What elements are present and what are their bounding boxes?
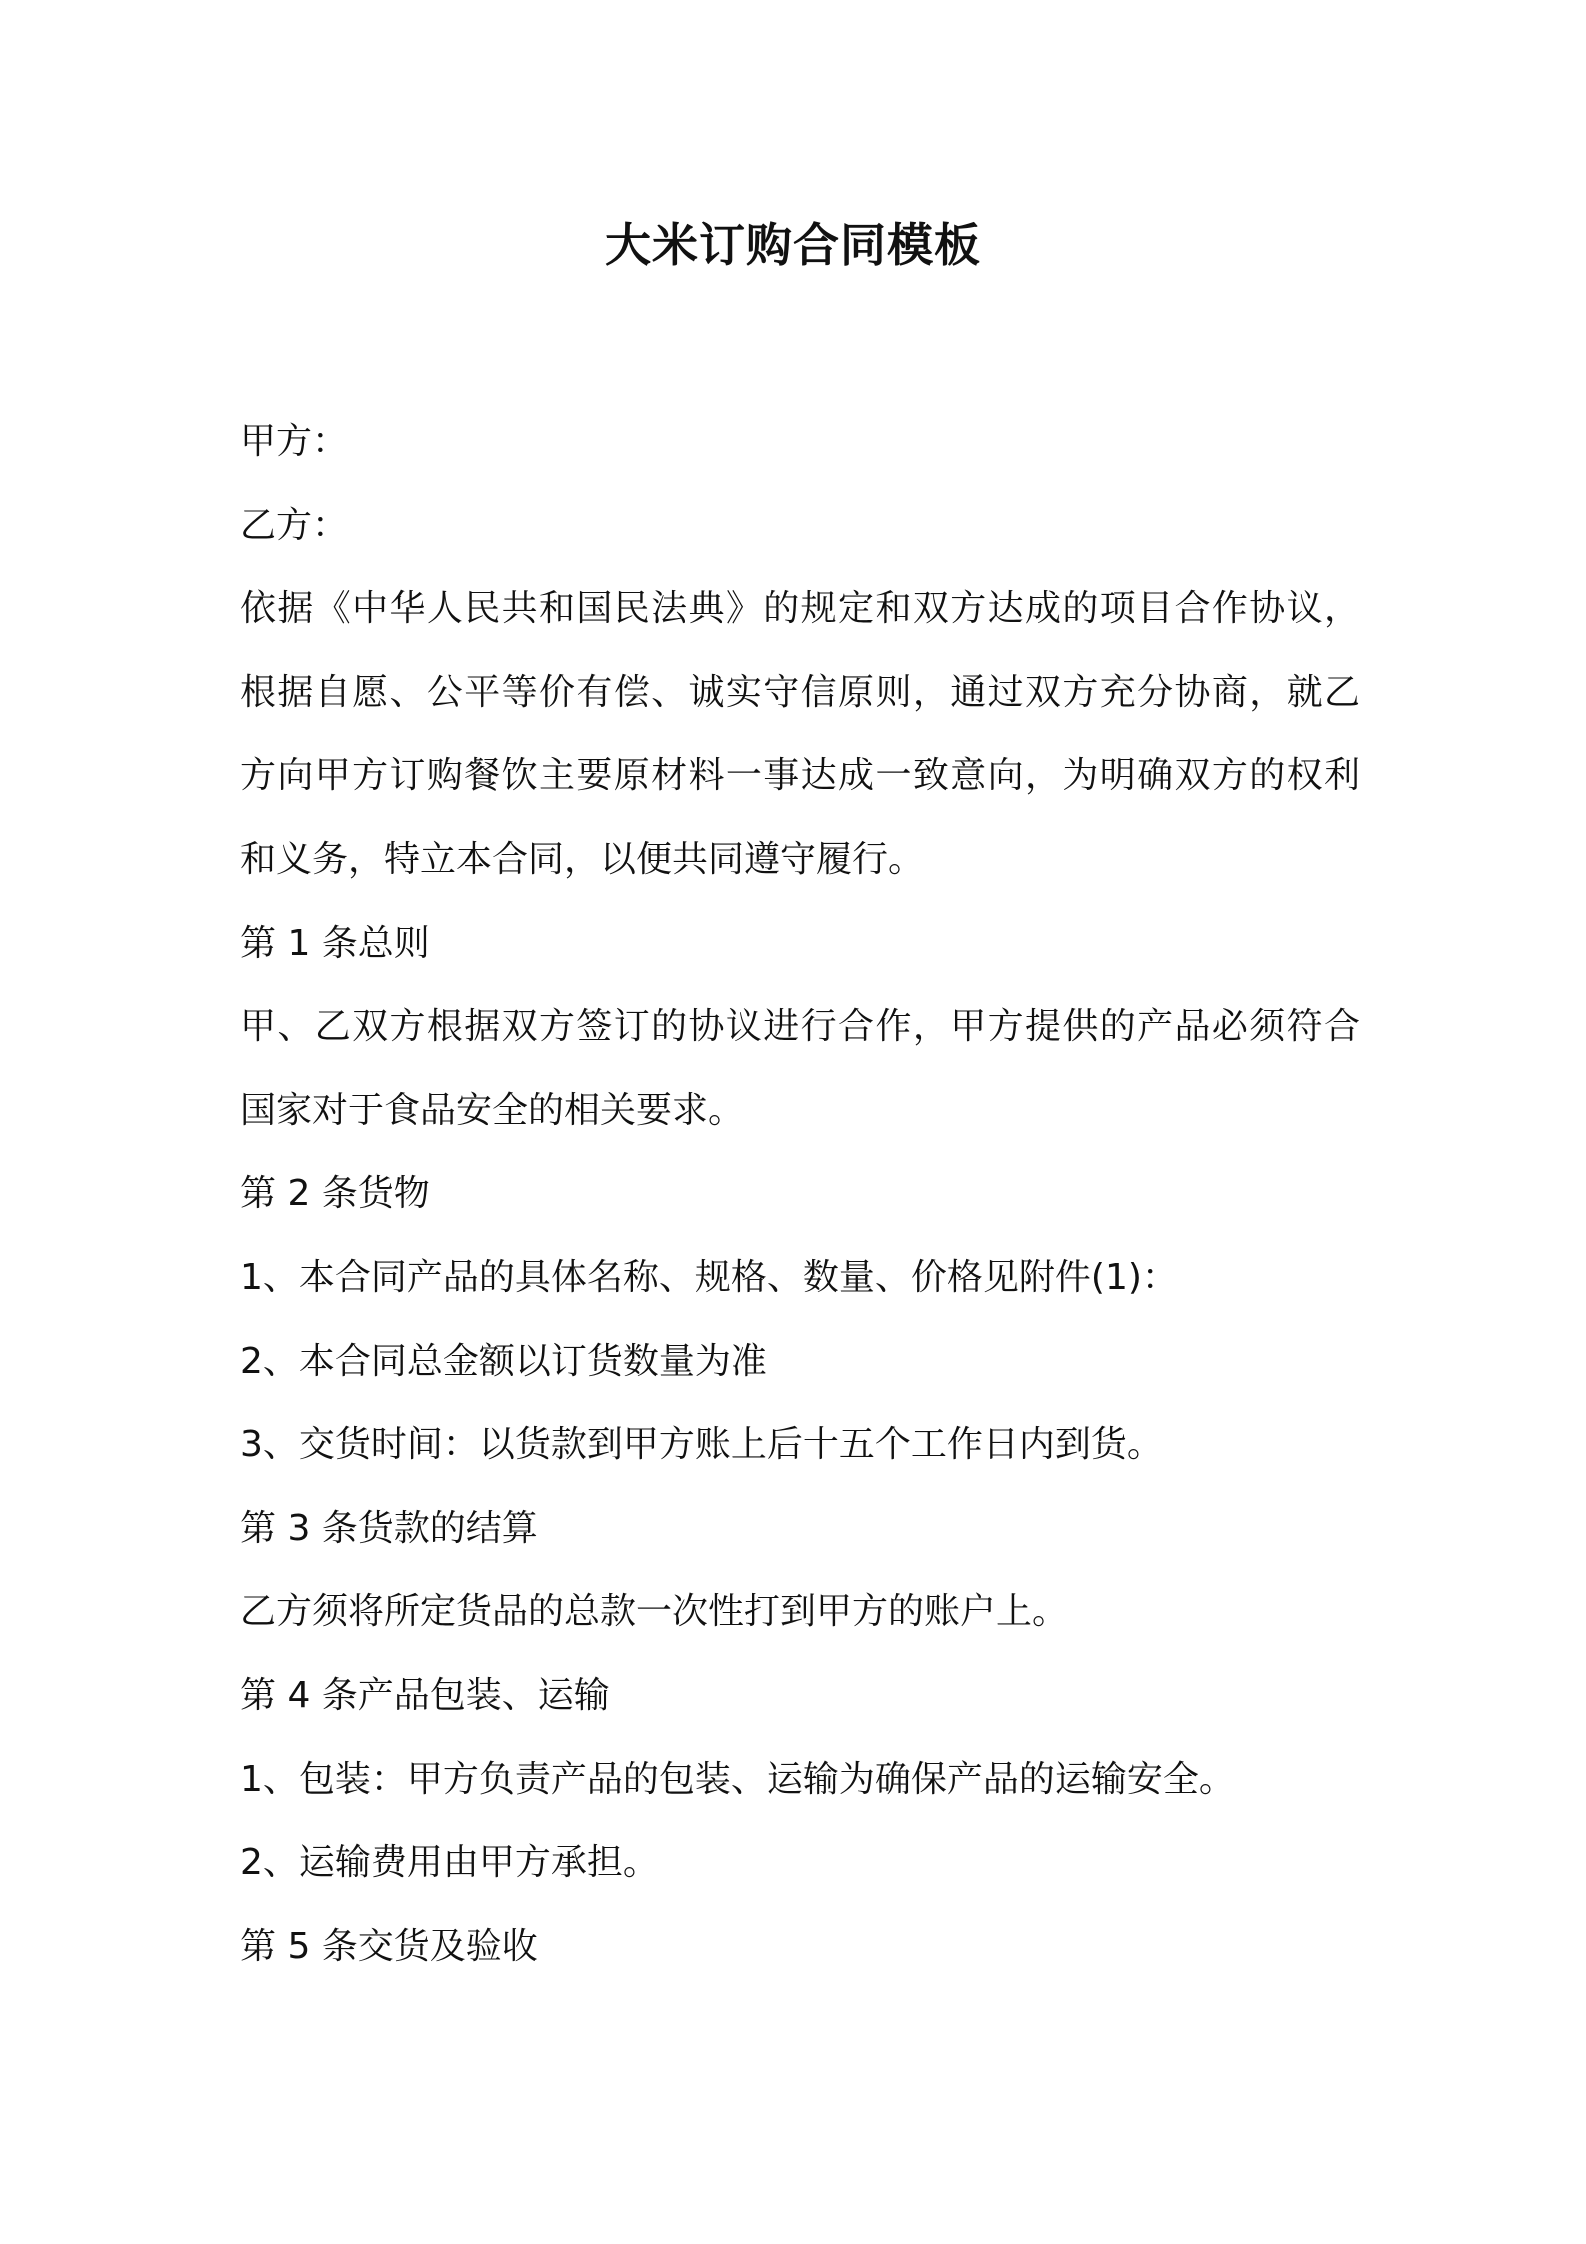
article-1-text-line-1: 甲、乙双方根据双方签订的协议进行合作，甲方提供的产品必须符合: [240, 1006, 1360, 1048]
article-1-text-line-2: 国家对于食品安全的相关要求。: [240, 1089, 745, 1131]
article-3-heading: 第 3 条货款的结算: [240, 1507, 538, 1549]
preamble-line-1: 依据《中华人民共和国民法典》的规定和双方达成的项目合作协议，: [240, 588, 1360, 630]
article-3-text: 乙方须将所定货品的总款一次性打到甲方的账户上。: [240, 1591, 1069, 1633]
preamble-line-2: 根据自愿、公平等价有偿、诚实守信原则，通过双方充分协商，就乙: [240, 671, 1360, 713]
article-4-item-1: 1、包装：甲方负责产品的包装、运输为确保产品的运输安全。: [240, 1758, 1235, 1800]
article-4-heading: 第 4 条产品包装、运输: [240, 1674, 610, 1716]
article-2-heading: 第 2 条货物: [240, 1173, 430, 1215]
party-a-line: 甲方：: [240, 421, 349, 462]
article-2-item-1: 1、本合同产品的具体名称、规格、数量、价格见附件(1)：: [240, 1256, 1178, 1298]
article-2-item-2: 2、本合同总金额以订货数量为准: [240, 1340, 767, 1382]
document-title: 大米订购合同模板: [605, 218, 981, 272]
preamble-line-3: 方向甲方订购餐饮主要原材料一事达成一致意向，为明确双方的权利: [240, 755, 1360, 797]
article-4-item-2: 2、运输费用由甲方承担。: [240, 1842, 659, 1884]
party-b-line: 乙方：: [240, 504, 349, 546]
document-body: [240, 400, 1360, 1988]
preamble-line-4: 和义务，特立本合同，以便共同遵守履行。: [240, 838, 925, 880]
article-2-item-3: 3、交货时间：以货款到甲方账上后十五个工作日内到货。: [240, 1424, 1163, 1466]
article-1-heading: 第 1 条总则: [240, 922, 430, 964]
article-5-heading: 第 5 条交货及验收: [240, 1925, 538, 1967]
